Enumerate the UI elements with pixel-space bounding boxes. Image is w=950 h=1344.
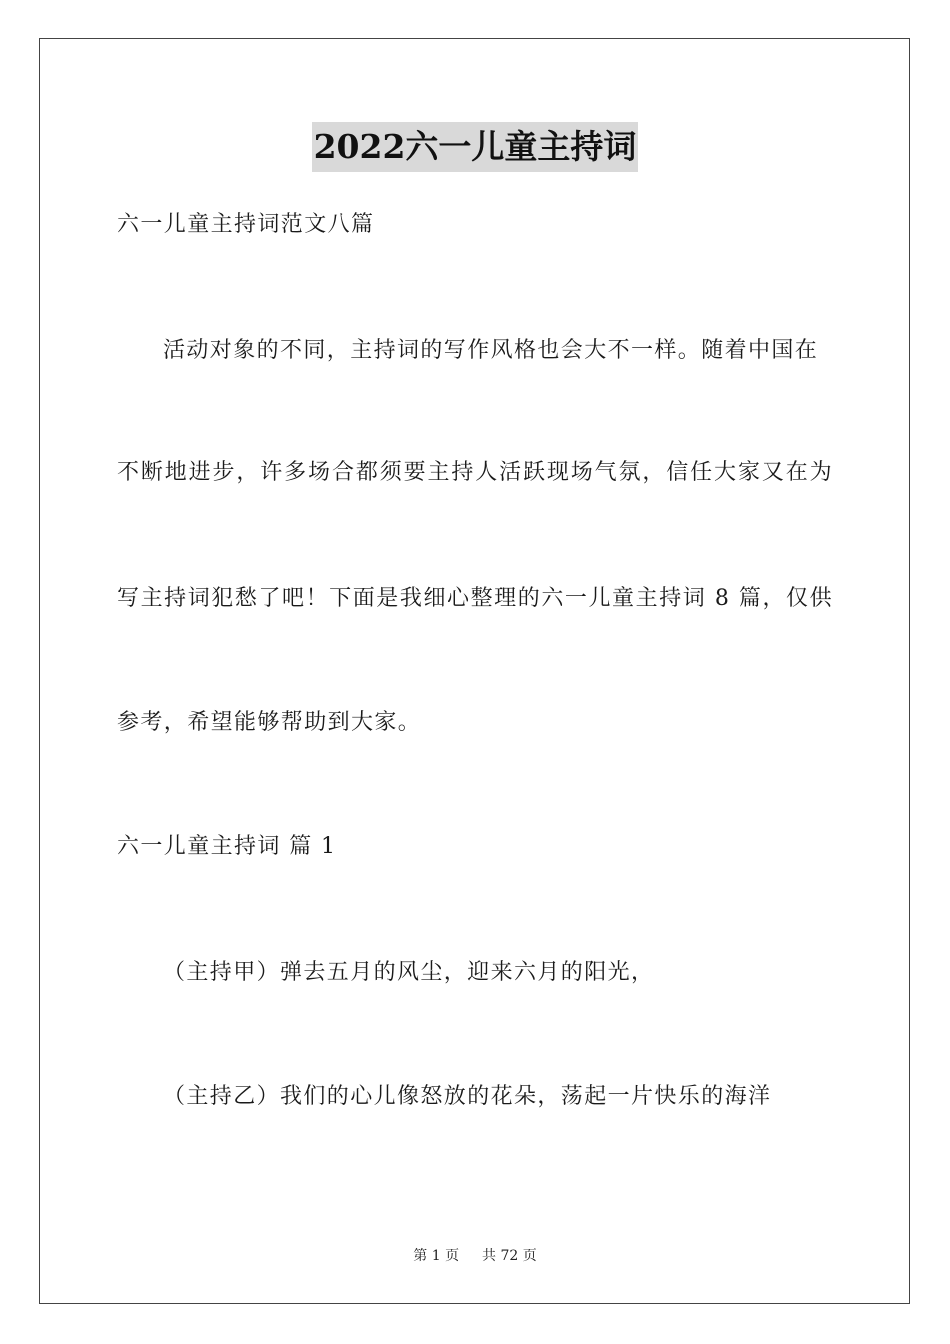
document-subtitle: 六一儿童主持词范文八篇 [117,212,375,237]
intro-paragraph-line-1: 活动对象的不同，主持词的写作风格也会大不一样。随着中国在 [163,338,819,363]
page-footer [0,1247,950,1265]
dialogue-line-host-a: （主持甲）弹去五月的风尘，迎来六月的阳光， [163,960,655,985]
dialogue-line-host-b: （主持乙）我们的心儿像怒放的花朵，荡起一片快乐的海洋 [163,1084,772,1109]
page-total: 共 72 页 [482,1248,537,1264]
intro-paragraph-line-3: 写主持词犯愁了吧！下面是我细心整理的六一儿童主持词 8 篇，仅供 [117,586,833,611]
document-title-text: 2022六一儿童主持词 [312,122,639,172]
document-title [0,122,950,172]
section-heading: 六一儿童主持词 篇 1 [117,834,337,859]
intro-paragraph-line-4: 参考，希望能够帮助到大家。 [117,710,422,735]
intro-paragraph-line-2: 不断地进步，许多场合都须要主持人活跃现场气氛，信任大家又在为 [117,460,833,485]
page-number: 第 1 页 [413,1248,460,1264]
